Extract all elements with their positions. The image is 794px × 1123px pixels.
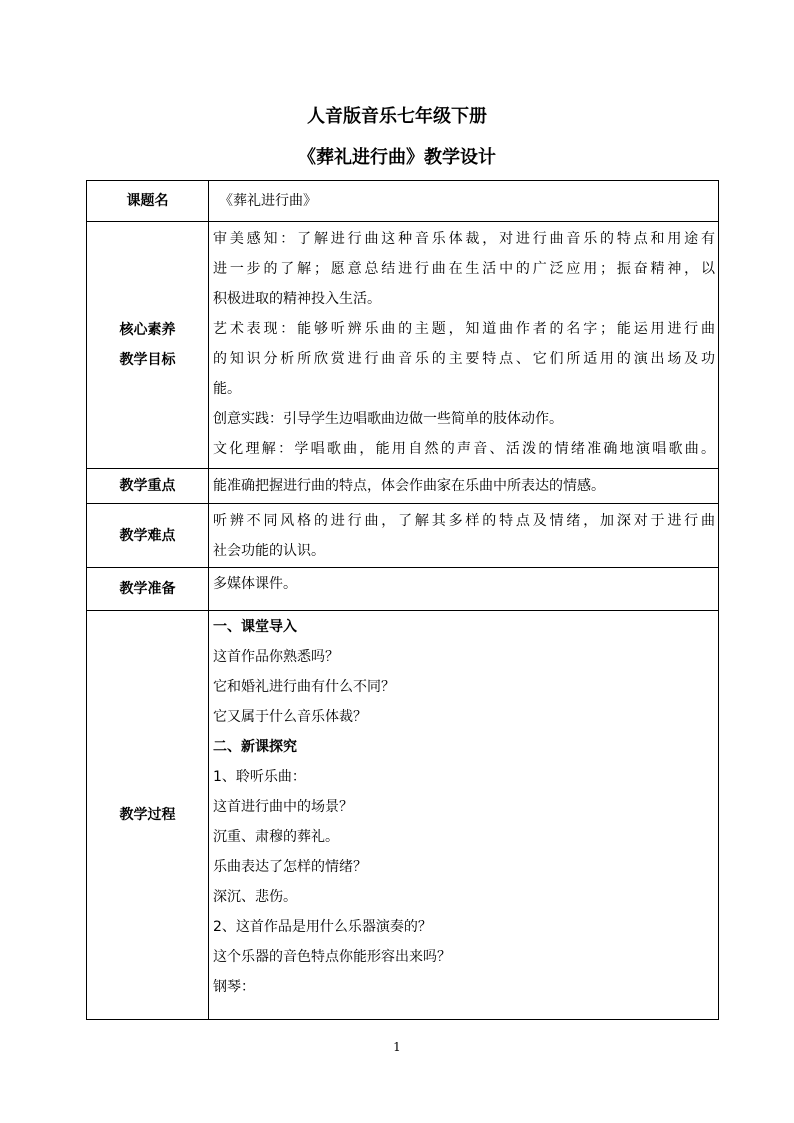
row-value-process — [209, 611, 719, 1020]
process-line: 这首进行曲中的场景？ — [213, 799, 353, 815]
row-label-key-points: 教学重点 — [87, 469, 209, 504]
process-line: 深沉、悲伤。 — [213, 889, 297, 905]
goals-line: 积极进取的精神投入生活。 — [213, 291, 381, 307]
table-row-difficulties — [87, 504, 719, 568]
row-label-topic: 课题名 — [87, 181, 209, 222]
document-subtitle: 《葬礼进行曲》教学设计 — [298, 147, 496, 168]
row-value-difficulties — [209, 504, 719, 568]
process-line: 1、聆听乐曲： — [213, 769, 306, 785]
page-number: 1 — [393, 1040, 401, 1054]
goals-line: 创意实践：引导学生边唱歌曲边做一些简单的肢体动作。 — [213, 411, 563, 427]
process-line: 这个乐器的音色特点你能形容出来吗？ — [213, 949, 451, 965]
process-heading: 二、新课探究 — [213, 739, 297, 755]
table-row-topic — [87, 181, 719, 222]
preparation-value: 多媒体课件。 — [213, 576, 297, 592]
key-points-value: 能准确把握进行曲的特点，体会作曲家在乐曲中所表达的情感。 — [213, 478, 605, 494]
row-label-goals — [87, 222, 209, 469]
goals-line: 进一步的了解；愿意总结进行曲在生活中的广泛应用；振奋精神，以 — [213, 261, 715, 277]
process-line: 这首作品你熟悉吗？ — [213, 649, 339, 665]
goals-line: 艺术表现：能够听辨乐曲的主题，知道曲作者的名字；能运用进行曲 — [213, 321, 715, 337]
table-row-goals — [87, 222, 719, 469]
document-title: 人音版音乐七年级下册 — [307, 106, 487, 127]
goals-line: 的知识分析所欣赏进行曲音乐的主要特点、它们所适用的演出场及功 — [213, 351, 715, 367]
process-line: 它和婚礼进行曲有什么不同？ — [213, 679, 395, 695]
goals-line: 能。 — [213, 381, 241, 397]
lesson-plan-table — [86, 180, 719, 1020]
row-label-difficulties: 教学难点 — [87, 504, 209, 568]
difficulties-line: 社会功能的认识。 — [213, 543, 325, 559]
table-row-preparation — [87, 568, 719, 611]
row-value-key-points — [209, 469, 719, 504]
row-value-preparation — [209, 568, 719, 611]
row-label-process: 教学过程 — [87, 611, 209, 1020]
process-line: 沉重、肃穆的葬礼。 — [213, 829, 339, 845]
goals-line: 文化理解：学唱歌曲，能用自然的声音、活泼的情绪准确地演唱歌曲。 — [213, 441, 715, 457]
process-line: 2、这首作品是用什么乐器演奏的？ — [213, 919, 432, 935]
row-value-topic — [209, 181, 719, 222]
goals-label-line-1: 核心素养 — [119, 322, 176, 338]
goals-line: 审美感知：了解进行曲这种音乐体裁，对进行曲音乐的特点和用途有 — [213, 231, 715, 247]
difficulties-line: 听辨不同风格的进行曲，了解其多样的特点及情绪，加深对于进行曲 — [213, 513, 715, 529]
table-row-key-points — [87, 469, 719, 504]
process-line: 乐曲表达了怎样的情绪？ — [213, 859, 367, 875]
process-heading: 一、课堂导入 — [213, 619, 297, 635]
process-line: 钢琴： — [213, 979, 255, 995]
row-label-preparation: 教学准备 — [87, 568, 209, 611]
process-line: 它又属于什么音乐体裁？ — [213, 709, 367, 725]
row-value-goals — [209, 222, 719, 469]
topic-value: 《葬礼进行曲》 — [219, 193, 317, 209]
goals-label-line-2: 教学目标 — [119, 352, 176, 368]
table-row-process — [87, 611, 719, 1020]
